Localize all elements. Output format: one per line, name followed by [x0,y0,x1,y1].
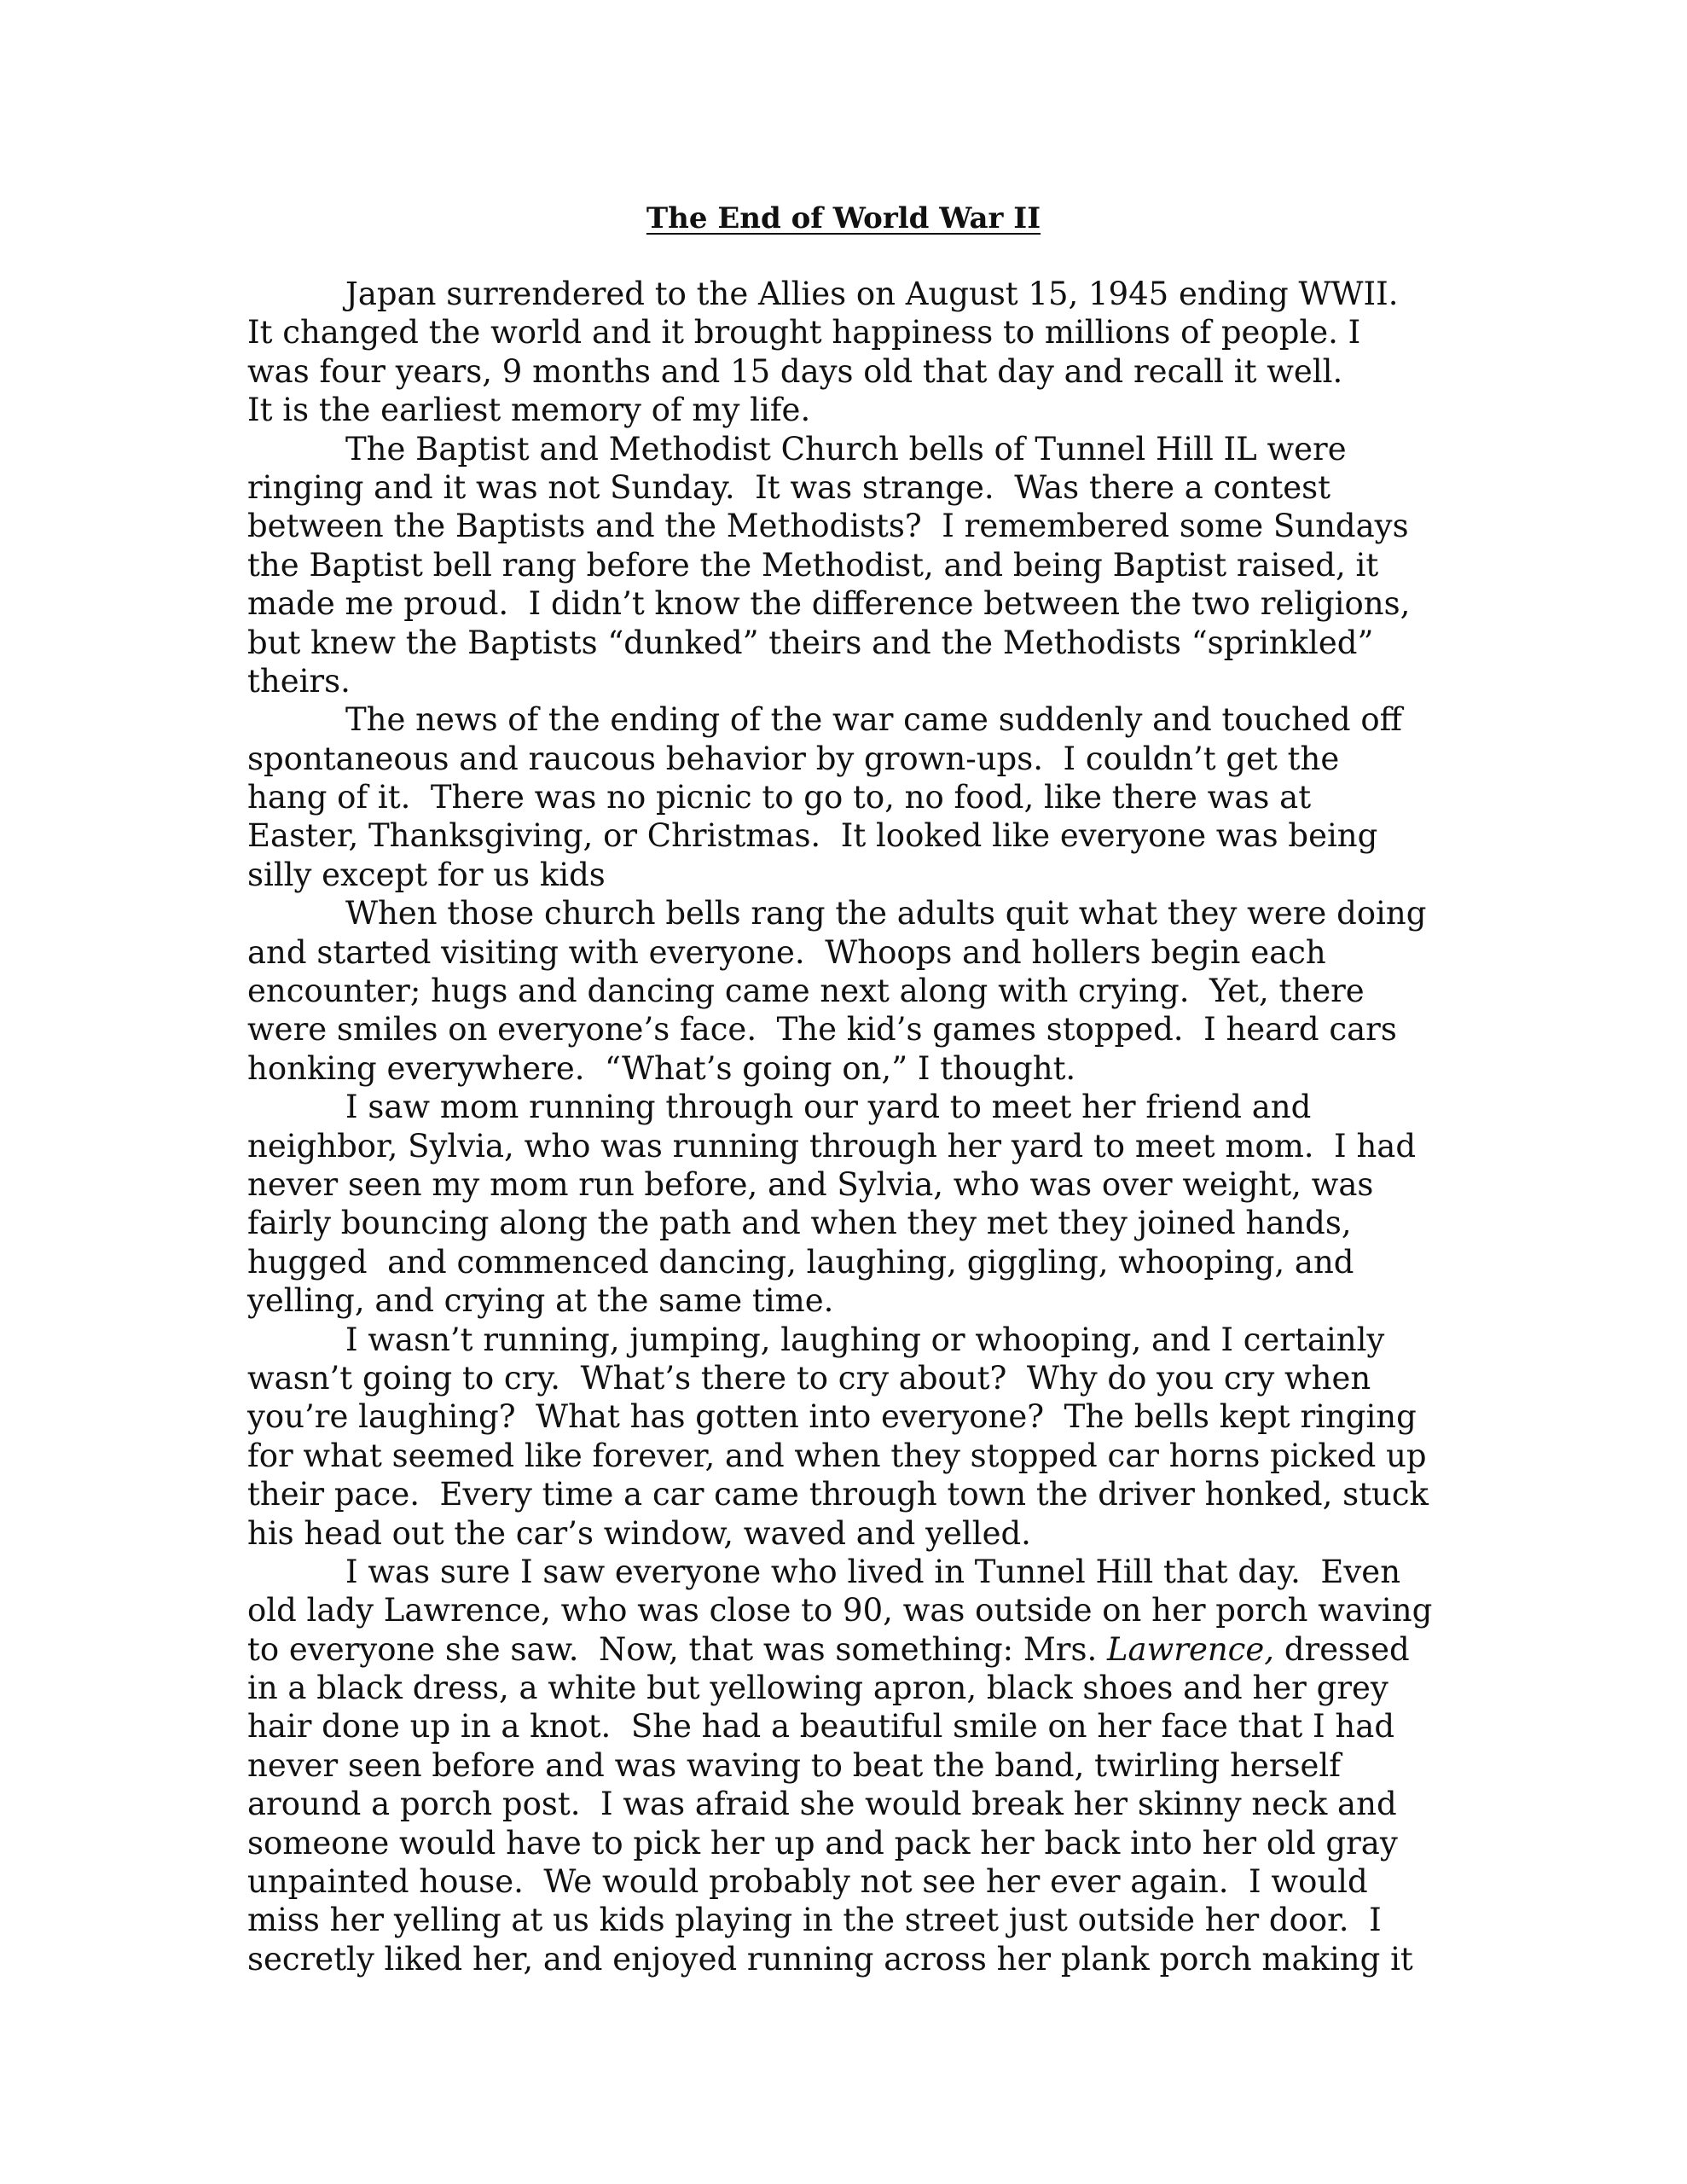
text-segment: hang of it. There was no picnic to go to, no food, like there was at [247,779,1312,816]
text-line [247,662,1458,700]
text-line [247,1397,1458,1436]
text-segment: I was sure I saw everyone who lived in Tunnel Hill that day. Even [345,1553,1401,1590]
text-line [247,1088,1458,1126]
text-line [247,507,1458,545]
text-segment: fairly bouncing along the path and when they met they joined hands, [247,1205,1352,1242]
text-segment: hugged and commenced dancing, laughing, giggling, whooping, and [247,1243,1354,1281]
text-line [247,1127,1458,1165]
text-segment: theirs. [247,662,351,700]
text-segment: for what seemed like forever, and when they stopped car horns picked up [247,1437,1427,1474]
text-segment: someone would have to pick her up and pack her back into her old gray [247,1824,1398,1862]
text-segment: I wasn’t running, jumping, laughing or whooping, and I certainly [345,1321,1385,1358]
text-segment: and started visiting with everyone. Whoops and hollers begin each [247,933,1326,971]
text-segment: yelling, and crying at the same time. [247,1282,834,1320]
text-line [247,1862,1458,1901]
text-line [247,1204,1458,1242]
text-line [247,740,1458,778]
document-body [247,275,1458,1978]
text-segment: silly except for us kids [247,856,606,893]
text-line [247,700,1458,739]
document-title: The End of World War II [646,201,1041,235]
text-line [247,1514,1458,1553]
text-line [247,352,1458,391]
text-line [247,1321,1458,1359]
text-segment: It is the earliest memory of my life. [247,392,811,429]
text-line [247,856,1458,894]
text-line [247,816,1458,855]
text-line [247,430,1458,468]
text-segment: were smiles on everyone’s face. The kid’s games stopped. I heard cars [247,1011,1397,1048]
text-segment: The news of the ending of the war came suddenly and touched off [345,701,1402,739]
text-line [247,624,1458,662]
text-segment: old lady Lawrence, who was close to 90, was outside on her porch waving [247,1592,1433,1629]
text-line [247,1630,1458,1669]
text-segment: ringing and it was not Sunday. It was strange. Was there a contest [247,468,1331,506]
text-segment: neighbor, Sylvia, who was running through her yard to meet mom. I had [247,1127,1417,1165]
text-line [247,1553,1458,1591]
text-line [247,468,1458,507]
text-segment: their pace. Every time a car came through town the driver honked, stuck [247,1476,1429,1513]
text-segment: dressed [1274,1630,1410,1668]
text-line [247,1707,1458,1745]
text-segment: I saw mom running through our yard to meet her friend and [345,1089,1312,1126]
text-line [247,1591,1458,1629]
text-segment: between the Baptists and the Methodists? I remembered some Sundays [247,508,1409,545]
text-segment: was four years, 9 months and 15 days old that day and recall it well. [247,352,1343,390]
text-line [247,1049,1458,1088]
text-segment: unpainted house. We would probably not see her ever again. I would [247,1863,1368,1901]
text-line [247,1824,1458,1862]
text-segment: never seen before and was waving to beat the band, twirling herself [247,1746,1341,1784]
text-segment: Japan surrendered to the Allies on August 15, 1945 ending WWII. [345,276,1399,312]
text-segment: secretly liked her, and enjoyed running across her plank porch making it [247,1940,1413,1978]
text-line [247,275,1458,313]
text-line [247,1940,1458,1978]
text-segment: his head out the car’s window, waved and yelled. [247,1514,1031,1552]
text-segment: encounter; hugs and dancing came next along with crying. Yet, there [247,973,1365,1010]
text-line [247,1010,1458,1048]
text-line [247,546,1458,584]
text-segment: made me proud. I didn’t know the difference between the two religions, [247,585,1411,623]
text-segment: to everyone she saw. Now, that was something: Mrs. [247,1630,1107,1668]
text-line [247,1243,1458,1281]
text-segment: spontaneous and raucous behavior by grown-ups. I couldn’t get the [247,740,1340,777]
text-segment: miss her yelling at us kids playing in the street just outside her door. I [247,1902,1382,1939]
text-line [247,1165,1458,1204]
text-segment: you’re laughing? What has gotten into everyone? The bells kept ringing [247,1398,1417,1436]
text-line [247,1901,1458,1939]
text-segment: When those church bells rang the adults quit what they were doing [345,895,1427,932]
text-line [247,933,1458,972]
text-line [247,1281,1458,1320]
text-line [247,391,1458,429]
text-segment: in a black dress, a white but yellowing apron, black shoes and her grey [247,1670,1388,1707]
text-segment: Easter, Thanksgiving, or Christmas. It looked like everyone was being [247,817,1378,855]
text-line [247,894,1458,932]
text-line [247,1746,1458,1785]
text-line [247,1785,1458,1823]
text-line [247,1475,1458,1513]
text-line [247,972,1458,1010]
text-line [247,1669,1458,1707]
text-segment: never seen my mom run before, and Sylvia, who was over weight, was [247,1165,1374,1203]
text-line [247,584,1458,623]
text-segment: wasn’t going to cry. What’s there to cry about? Why do you cry when [247,1359,1371,1397]
text-segment: but knew the Baptists “dunked” theirs and the Methodists “sprinkled” [247,624,1374,661]
text-segment: It changed the world and it brought happiness to millions of people. I [247,314,1361,351]
text-segment: hair done up in a knot. She had a beautiful smile on her face that I had [247,1708,1395,1745]
text-line [247,1359,1458,1397]
text-segment: the Baptist bell rang before the Methodist, and being Baptist raised, it [247,546,1379,584]
text-line [247,313,1458,351]
text-line [247,778,1458,816]
italic-text: Lawrence, [1106,1630,1275,1668]
text-segment: The Baptist and Methodist Church bells of Tunnel Hill IL were [345,430,1347,468]
text-segment: around a porch post. I was afraid she would break her skinny neck and [247,1786,1397,1823]
text-line [247,1437,1458,1475]
text-segment: honking everywhere. “What’s going on,” I thought. [247,1049,1076,1087]
